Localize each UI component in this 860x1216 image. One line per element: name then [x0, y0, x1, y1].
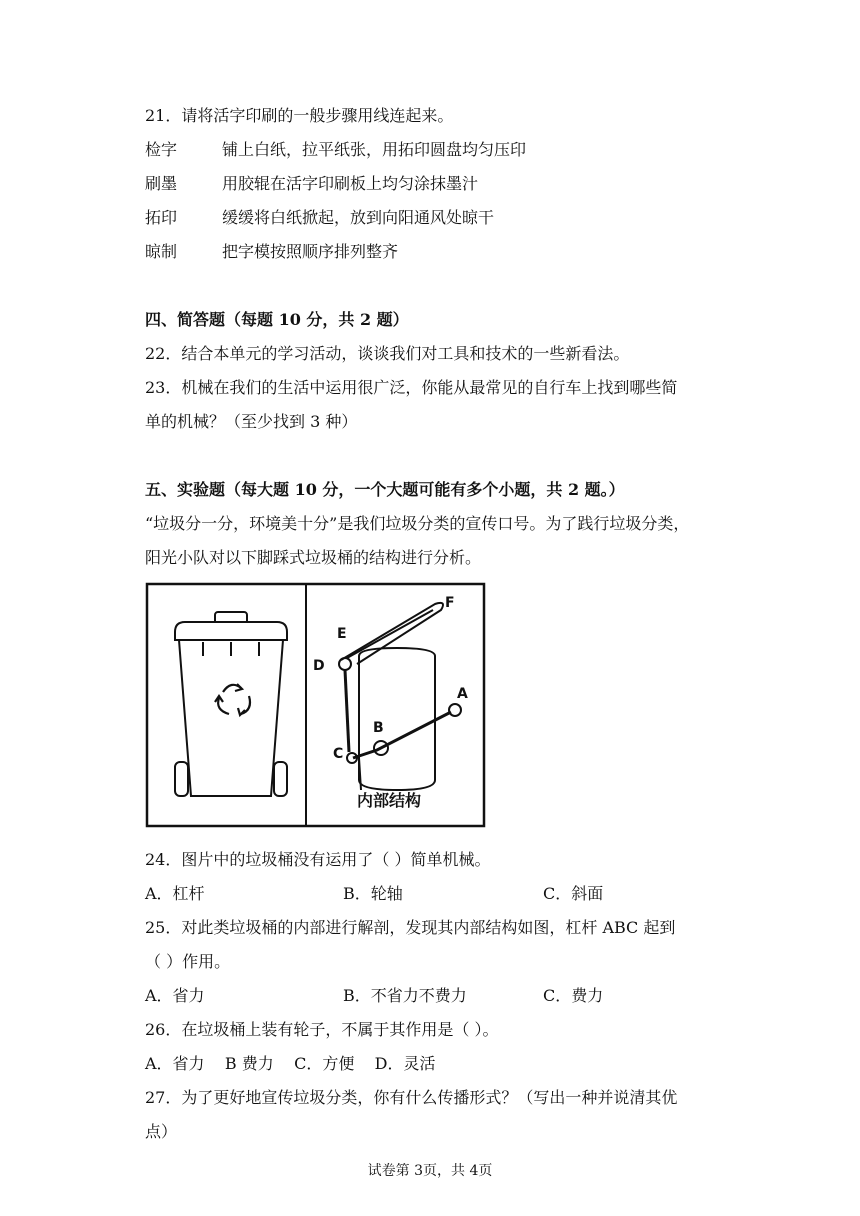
q25-option-c: C．费力 — [543, 986, 604, 1005]
pedal-lever — [353, 712, 451, 758]
section5-intro-line2: 阳光小队对以下脚踩式垃圾桶的结构进行分析。 — [145, 548, 482, 567]
pivot-d — [339, 658, 351, 670]
q23-line1: 23．机械在我们的生活中运用很广泛，你能从最常见的自行车上找到哪些简 — [145, 378, 678, 397]
q21-row-4-label: 晾制 — [145, 242, 178, 261]
internal-structure-illustration — [339, 603, 461, 790]
trash-can-figure — [145, 580, 490, 830]
recycle-icon — [215, 684, 250, 715]
inner-bucket — [359, 648, 435, 790]
pedal-a — [449, 704, 461, 716]
q25-option-a: A．省力 — [145, 986, 205, 1005]
bin-wheel-left — [175, 762, 188, 796]
figure-border — [147, 584, 484, 826]
figure-label-f: F — [445, 595, 455, 611]
q25-line2: （ ）作用。 — [145, 952, 231, 971]
figure-caption: 内部结构 — [357, 791, 422, 810]
q27-line1: 27．为了更好地宣传垃圾分类，你有什么传播形式？（写出一种并说清其优 — [145, 1088, 678, 1107]
q21-row-1-label: 检字 — [145, 140, 178, 159]
lid-arm-inner — [347, 610, 433, 658]
section5-intro-line1: “垃圾分一分，环境美十分”是我们垃圾分类的宣传口号。为了践行垃圾分类， — [145, 514, 690, 533]
bin-lid — [175, 622, 287, 640]
q25-line1: 25．对此类垃圾桶的内部进行解剖，发现其内部结构如图，杠杆 ABC 起到 — [145, 918, 676, 937]
section5-heading: 五、实验题（每大题 10 分，一个大题可能有多个小题，共 2 题。） — [145, 480, 625, 499]
section4-heading: 四、简答题（每题 10 分，共 2 题） — [145, 310, 409, 329]
q22-question: 22．结合本单元的学习活动，谈谈我们对工具和技术的一些新看法。 — [145, 344, 630, 363]
wheeled-bin-illustration — [175, 612, 287, 796]
figure-label-c: C — [333, 746, 344, 762]
figure-label-e: E — [337, 626, 347, 642]
q24-option-c: C．斜面 — [543, 884, 604, 903]
page-footer: 试卷第 3页，共 4页 — [367, 1163, 493, 1179]
q25-option-b: B．不省力不费力 — [343, 986, 467, 1005]
q24-question: 24．图片中的垃圾桶没有运用了（ ）简单机械。 — [145, 850, 491, 869]
push-rod — [345, 670, 349, 752]
q21-row-3-text: 缓缓将白纸掀起，放到向阳通风处晾干 — [222, 208, 495, 227]
bin-wheel-right — [274, 762, 287, 796]
q26-options: A．省力 B 费力 C．方便 D．灵活 — [145, 1054, 436, 1073]
frame-foot — [359, 758, 361, 790]
q21-row-2-text: 用胶辊在活字印刷板上均匀涂抹墨汁 — [222, 174, 479, 193]
q21-row-4-text: 把字模按照顺序排列整齐 — [222, 242, 399, 261]
q24-option-a: A．杠杆 — [145, 884, 205, 903]
q26-question: 26．在垃圾桶上装有轮子，不属于其作用是（ ）。 — [145, 1020, 499, 1039]
q23-line2: 单的机械？（至少找到 3 种） — [145, 412, 358, 431]
bin-body — [179, 640, 283, 796]
figure-label-b: B — [373, 720, 384, 736]
q21-row-2-label: 刷墨 — [145, 174, 178, 193]
q21-row-1-text: 铺上白纸，拉平纸张，用拓印圆盘均匀压印 — [222, 140, 527, 159]
figure-label-d: D — [313, 658, 325, 674]
q24-option-b: B．轮轴 — [343, 884, 403, 903]
q21-row-3-label: 拓印 — [145, 208, 178, 227]
q21-question: 21．请将活字印刷的一般步骤用线连起来。 — [145, 106, 454, 125]
figure-label-a: A — [457, 686, 468, 702]
q27-line2: 点） — [145, 1122, 178, 1141]
